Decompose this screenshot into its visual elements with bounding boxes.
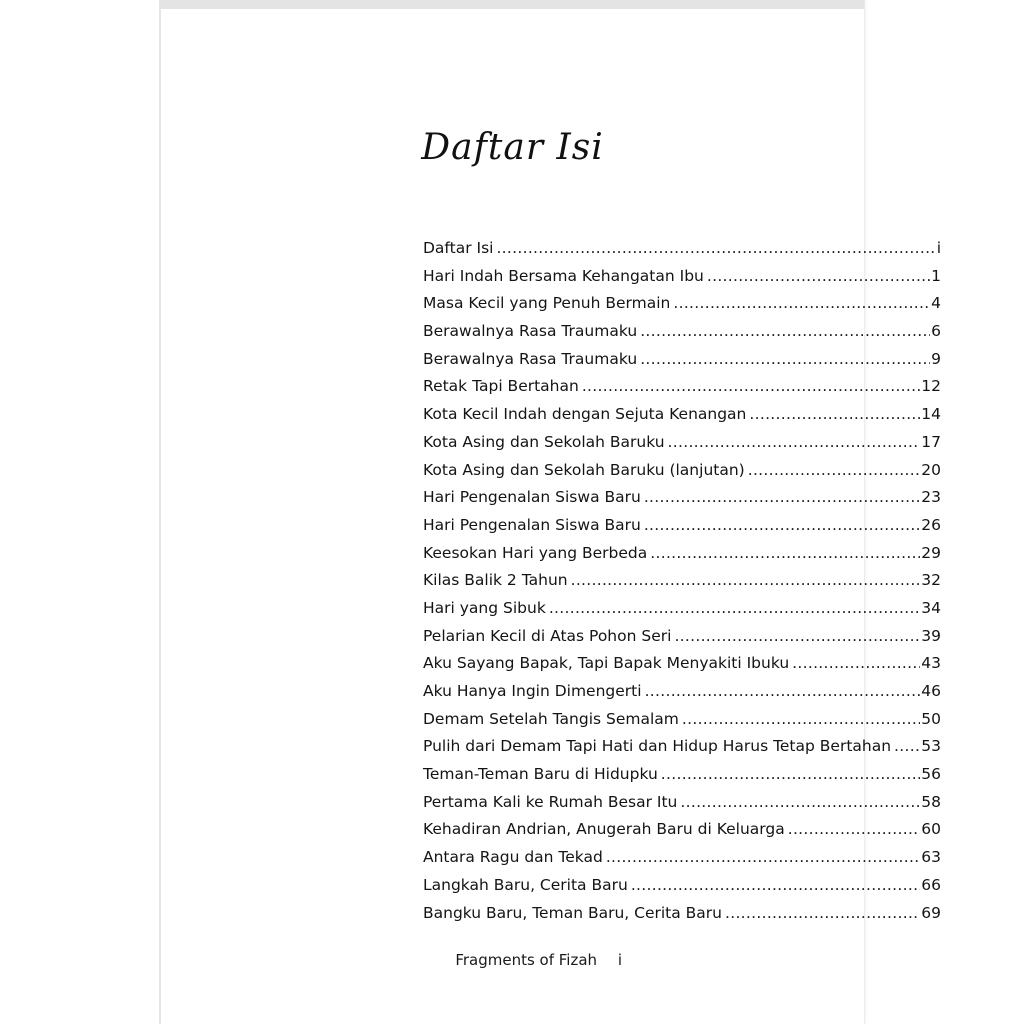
toc-dot-leader (894, 737, 920, 755)
toc-entry-page-number: i (936, 239, 941, 257)
toc-dot-leader (749, 405, 920, 423)
toc-entry[interactable] (423, 793, 941, 821)
toc-dot-leader (725, 904, 920, 922)
toc-dot-leader (645, 682, 921, 700)
toc-entry[interactable] (423, 377, 941, 405)
toc-entry-title: Hari yang Sibuk (423, 598, 546, 617)
toc-entry[interactable] (423, 294, 941, 322)
toc-entry[interactable] (423, 322, 941, 350)
toc-entry[interactable] (423, 350, 941, 378)
document-page (159, 0, 941, 1024)
footer-book-title: Fragments of Fizah (455, 951, 598, 969)
toc-entry-page-number: 56 (921, 765, 941, 784)
page-title: Daftar Isi (421, 127, 604, 168)
toc-dot-leader (673, 294, 930, 312)
toc-entry[interactable] (423, 820, 941, 848)
toc-entry[interactable] (423, 433, 941, 461)
toc-entry[interactable] (423, 239, 941, 267)
toc-entry[interactable] (423, 488, 941, 516)
toc-entry-page-number: 34 (921, 598, 941, 617)
toc-entry-page-number: 1 (931, 266, 941, 285)
toc-entry-title: Masa Kecil yang Penuh Bermain (423, 294, 671, 313)
toc-entry-title: Bangku Baru, Teman Baru, Cerita Baru (423, 903, 722, 922)
toc-entry-title: Pelarian Kecil di Atas Pohon Seri (423, 626, 672, 645)
toc-entry[interactable] (423, 876, 941, 904)
toc-dot-leader (650, 544, 920, 562)
toc-dot-leader (680, 793, 920, 811)
footer-page-number: i (617, 951, 622, 969)
toc-dot-leader (644, 488, 920, 506)
toc-entry-title: Keesokan Hari yang Berbeda (423, 543, 648, 562)
toc-entry-title: Hari Indah Bersama Kehangatan Ibu (423, 266, 704, 285)
toc-entry-page-number: 39 (921, 626, 941, 645)
toc-entry-title: Daftar Isi (423, 239, 494, 257)
toc-entry[interactable] (423, 516, 941, 544)
toc-entry-title: Pulih dari Demam Tapi Hati dan Hidup Harus Tetap Bertahan (423, 737, 892, 756)
toc-entry[interactable] (423, 848, 941, 876)
toc-dot-leader (707, 267, 930, 285)
toc-dot-leader (661, 765, 920, 783)
toc-entry-title: Retak Tapi Bertahan (423, 377, 579, 396)
toc-dot-leader (631, 876, 920, 894)
toc-entry-title: Kota Kecil Indah dengan Sejuta Kenangan (423, 405, 747, 424)
toc-entry-page-number: 14 (921, 405, 941, 424)
toc-entry[interactable] (423, 737, 941, 765)
toc-entry-title: Aku Sayang Bapak, Tapi Bapak Menyakiti Ibuku (423, 654, 790, 673)
toc-entry-page-number: 6 (931, 322, 941, 341)
toc-entry-page-number: 12 (921, 377, 941, 396)
toc-entry-page-number: 32 (921, 571, 941, 590)
toc-dot-leader (788, 820, 921, 838)
toc-entry[interactable] (423, 627, 941, 655)
toc-entry[interactable] (423, 544, 941, 572)
toc-dot-leader (682, 710, 920, 728)
toc-entry-title: Aku Hanya Ingin Dimengerti (423, 682, 642, 700)
toc-entry[interactable] (423, 904, 941, 932)
toc-entry-title: Kehadiran Andrian, Anugerah Baru di Keluarga (423, 820, 785, 839)
toc-entry-page-number: 20 (921, 460, 941, 479)
toc-entry-title: Berawalnya Rasa Traumaku (423, 322, 638, 341)
toc-entry-page-number: 23 (921, 488, 941, 507)
page-footer (455, 951, 622, 969)
toc-dot-leader (582, 377, 920, 395)
toc-dot-leader (674, 627, 920, 645)
toc-entry[interactable] (423, 571, 941, 599)
toc-dot-leader (549, 599, 920, 617)
toc-entry[interactable] (423, 405, 941, 433)
toc-entry-title: Pertama Kali ke Rumah Besar Itu (423, 792, 678, 811)
toc-entry-page-number: 29 (921, 543, 941, 562)
toc-entry-page-number: 63 (921, 848, 941, 867)
toc-entry-page-number: 53 (921, 737, 941, 756)
toc-entry[interactable] (423, 267, 941, 295)
toc-entry[interactable] (423, 654, 941, 682)
toc-entry-page-number: 58 (921, 792, 941, 811)
table-of-contents (423, 239, 941, 931)
toc-entry[interactable] (423, 710, 941, 738)
toc-entry-page-number: 17 (921, 432, 941, 451)
toc-entry-title: Kota Asing dan Sekolah Baruku (lanjutan) (423, 460, 745, 479)
toc-entry-title: Kota Asing dan Sekolah Baruku (423, 432, 665, 451)
toc-entry[interactable] (423, 599, 941, 627)
toc-entry-page-number: 46 (921, 682, 941, 700)
toc-entry-page-number: 50 (921, 709, 941, 728)
toc-entry[interactable] (423, 765, 941, 793)
toc-entry-title: Antara Ragu dan Tekad (423, 848, 603, 867)
toc-entry-page-number: 66 (921, 875, 941, 894)
toc-entry-title: Kilas Balik 2 Tahun (423, 571, 568, 590)
toc-entry-page-number: 60 (921, 820, 941, 839)
toc-dot-leader (640, 350, 930, 368)
toc-dot-leader (792, 654, 920, 672)
toc-entry[interactable] (423, 461, 941, 489)
toc-entry-page-number: 69 (921, 903, 941, 922)
toc-dot-leader (640, 322, 930, 340)
toc-dot-leader (748, 461, 921, 479)
toc-entry-title: Berawalnya Rasa Traumaku (423, 349, 638, 368)
toc-entry-page-number: 9 (931, 349, 941, 368)
toc-entry-title: Teman-Teman Baru di Hidupku (423, 765, 658, 784)
toc-entry-page-number: 4 (931, 294, 941, 313)
toc-entry-page-number: 26 (921, 515, 941, 534)
toc-entry-page-number: 43 (921, 654, 941, 673)
toc-entry-title: Hari Pengenalan Siswa Baru (423, 515, 641, 534)
toc-entry-title: Demam Setelah Tangis Semalam (423, 709, 679, 728)
toc-entry-title: Langkah Baru, Cerita Baru (423, 875, 628, 894)
toc-entry[interactable] (423, 682, 941, 710)
toc-dot-leader (606, 848, 920, 866)
toc-dot-leader (496, 239, 935, 257)
toc-entry-title: Hari Pengenalan Siswa Baru (423, 488, 641, 507)
toc-dot-leader (571, 571, 921, 589)
toc-dot-leader (668, 433, 921, 451)
toc-dot-leader (644, 516, 920, 534)
